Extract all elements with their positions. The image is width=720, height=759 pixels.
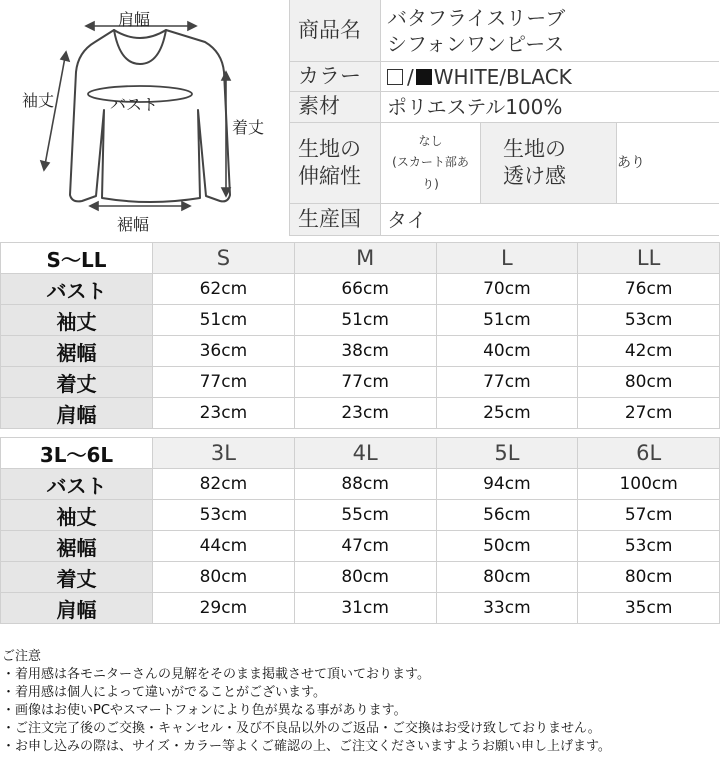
size-cell: 80cm <box>294 562 436 593</box>
table-row <box>1 398 720 429</box>
size-cell: 47cm <box>294 531 436 562</box>
size-cell: 23cm <box>153 398 295 429</box>
stretch-label <box>290 123 381 203</box>
size-cell: 42cm <box>578 336 720 367</box>
size-cell: 80cm <box>153 562 295 593</box>
row-origin <box>290 204 719 236</box>
size-col-header: M <box>294 243 436 274</box>
size-header-row <box>1 438 720 469</box>
size-col-header: 3L <box>153 438 295 469</box>
size-cell: 53cm <box>578 305 720 336</box>
size-cell: 77cm <box>153 367 295 398</box>
row-label: 袖丈 <box>1 500 153 531</box>
table-row <box>1 500 720 531</box>
sheer-label <box>481 123 617 203</box>
origin-label: 生産国 <box>290 204 381 235</box>
stretch-label-line-1: 生地の <box>298 136 361 161</box>
table-row <box>1 305 720 336</box>
table-row <box>1 367 720 398</box>
row-label: バスト <box>1 274 153 305</box>
table-row <box>1 531 720 562</box>
size-cell: 53cm <box>153 500 295 531</box>
stretch-value <box>381 123 481 203</box>
row-label: 肩幅 <box>1 593 153 624</box>
garment-diagram <box>0 0 288 236</box>
size-cell: 50cm <box>436 531 578 562</box>
color-name: WHITE/BLACK <box>433 64 572 89</box>
size-cell: 100cm <box>578 469 720 500</box>
size-cell: 44cm <box>153 531 295 562</box>
size-col-header: 6L <box>578 438 720 469</box>
size-cell: 35cm <box>578 593 720 624</box>
size-col-header: LL <box>578 243 720 274</box>
size-cell: 76cm <box>578 274 720 305</box>
size-cell: 51cm <box>436 305 578 336</box>
size-col-header: L <box>436 243 578 274</box>
length-label: 着丈 <box>232 118 265 137</box>
size-cell: 82cm <box>153 469 295 500</box>
size-cell: 80cm <box>578 562 720 593</box>
size-cell: 94cm <box>436 469 578 500</box>
size-cell: 51cm <box>153 305 295 336</box>
note-item: ・着用感は個人によって違いがでることがございます。 <box>2 685 326 700</box>
size-cell: 29cm <box>153 593 295 624</box>
size-cell: 38cm <box>294 336 436 367</box>
size-cell: 77cm <box>294 367 436 398</box>
white-swatch-icon <box>387 69 403 85</box>
row-label: 裾幅 <box>1 336 153 367</box>
sheer-value: あり <box>617 154 645 171</box>
shoulder-label: 肩幅 <box>118 10 151 29</box>
material-value: ポリエステル100% <box>387 95 563 119</box>
size-cell: 40cm <box>436 336 578 367</box>
hem-label: 裾幅 <box>117 215 150 234</box>
size-cell: 27cm <box>578 398 720 429</box>
row-label: 着丈 <box>1 562 153 593</box>
size-cell: 33cm <box>436 593 578 624</box>
note-item: ・お申し込みの際は、サイズ・カラー等よくご確認の上、ご注文くださいますようお願い申し上げます。 <box>2 739 611 754</box>
table-row <box>1 469 720 500</box>
size-cell: 80cm <box>578 367 720 398</box>
row-label: 肩幅 <box>1 398 153 429</box>
size-col-header: S <box>153 243 295 274</box>
table-row <box>1 593 720 624</box>
row-label: 着丈 <box>1 367 153 398</box>
size-cell: 25cm <box>436 398 578 429</box>
color-label: カラー <box>290 62 381 91</box>
size-col-header: 4L <box>294 438 436 469</box>
notes-title: ご注意 <box>2 649 42 664</box>
material-label: 素材 <box>290 92 381 122</box>
size-cell: 53cm <box>578 531 720 562</box>
product-name-value <box>381 0 565 61</box>
note-item: ・着用感は各モニターさんの見解をそのまま掲載させて頂いております。 <box>2 667 430 682</box>
size-cell: 57cm <box>578 500 720 531</box>
slash-separator: / <box>407 64 414 89</box>
table-row <box>1 562 720 593</box>
size-cell: 55cm <box>294 500 436 531</box>
stretch-value-line-1: なし <box>418 133 443 148</box>
row-label: 裾幅 <box>1 531 153 562</box>
sheer-label-line-1: 生地の <box>503 136 566 161</box>
note-item: ・ご注文完了後のご交換・キャンセル・及び不良品以外のご返品・ご交換はお受け致しておりません。 <box>2 721 601 736</box>
sleeve-label: 袖丈 <box>22 91 55 110</box>
row-label: 袖丈 <box>1 305 153 336</box>
size-group-label: 3L〜6L <box>1 438 153 469</box>
color-value <box>381 62 572 91</box>
stretch-value-line-2: (スカート部あ <box>392 155 469 170</box>
note-item: ・画像はお使いPCやスマートフォンにより色が異なる事があります。 <box>2 703 407 718</box>
size-cell: 56cm <box>436 500 578 531</box>
table-row <box>1 274 720 305</box>
size-cell: 77cm <box>436 367 578 398</box>
size-cell: 31cm <box>294 593 436 624</box>
size-cell: 70cm <box>436 274 578 305</box>
size-cell: 66cm <box>294 274 436 305</box>
product-name-label: 商品名 <box>290 0 381 61</box>
size-table-3l-6l <box>0 437 720 624</box>
size-group-label: S〜LL <box>1 243 153 274</box>
row-color <box>290 62 719 92</box>
row-fabric <box>290 123 719 204</box>
size-cell: 80cm <box>436 562 578 593</box>
size-cell: 51cm <box>294 305 436 336</box>
size-col-header: 5L <box>436 438 578 469</box>
row-label: バスト <box>1 469 153 500</box>
product-info-table <box>289 0 718 236</box>
black-swatch-icon <box>416 69 432 85</box>
product-name-line-1: バタフライスリーブ <box>387 5 566 30</box>
product-name-line-2: シフォンワンピース <box>387 31 565 56</box>
stretch-value-line-3: り) <box>422 176 439 191</box>
size-table-s-ll <box>0 242 720 429</box>
size-header-row <box>1 243 720 274</box>
row-product-name <box>290 0 719 62</box>
bust-label: バスト <box>110 95 159 114</box>
origin-value: タイ <box>387 207 427 232</box>
table-row <box>1 336 720 367</box>
row-material <box>290 92 719 123</box>
sheer-label-line-2: 透け感 <box>503 164 566 188</box>
size-cell: 23cm <box>294 398 436 429</box>
size-cell: 62cm <box>153 274 295 305</box>
stretch-label-line-2: 伸縮性 <box>298 164 361 188</box>
notes-section <box>2 648 718 756</box>
size-cell: 88cm <box>294 469 436 500</box>
size-cell: 36cm <box>153 336 295 367</box>
